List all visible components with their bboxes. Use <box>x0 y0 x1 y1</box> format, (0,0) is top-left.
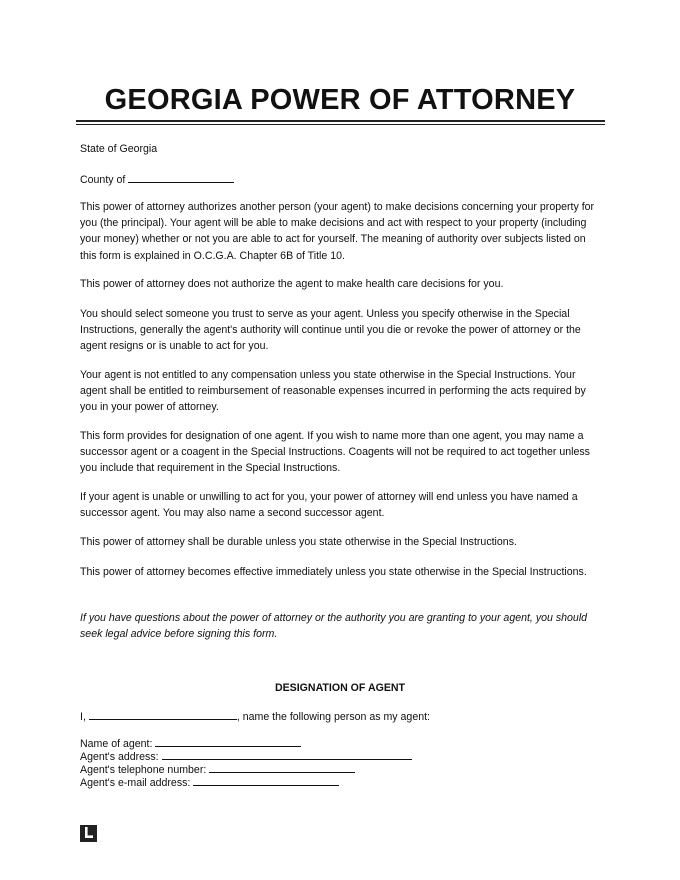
agent-email-field <box>80 775 339 790</box>
document-title: GEORGIA POWER OF ATTORNEY <box>104 84 576 116</box>
state-line: State of Georgia <box>80 143 158 155</box>
paragraph-unable-to-act: If your agent is unable or unwilling to act for you, your power of attorney will end unless you have named a successor agent. You may also name a second successor agent. <box>80 491 578 520</box>
paragraph-effective: This power of attorney becomes effective immediately unless you state otherwise in the Special Instructions. <box>80 566 587 578</box>
paragraph-successor-agent: This form provides for designation of one agent. If you wish to name more than one agent, you may name a successor agent or a coagent in the Special Instructions. Coagents will not be required to act together unless you include that requirement in the Special Instructions. <box>80 430 590 475</box>
agent-telephone-blank[interactable] <box>209 762 355 773</box>
agent-address-blank[interactable] <box>162 749 412 760</box>
designation-intro <box>80 709 430 724</box>
paragraph-health-care: This power of attorney does not authorize the agent to make health care decisions for you. <box>80 278 504 290</box>
agent-telephone-label: Agent's telephone number: <box>80 764 207 776</box>
agent-name-blank[interactable] <box>155 736 301 747</box>
agent-name-label: Name of agent: <box>80 738 153 750</box>
intro-prefix: I, <box>80 711 86 723</box>
paragraph-select-agent: You should select someone you trust to serve as your agent. Unless you specify otherwise in the Special Instructions, generally the agent's authority will continue until you die or revoke the power of attorney or the agent resigns or is unable to act for you. <box>80 308 581 353</box>
paragraph-durable: This power of attorney shall be durable unless you state otherwise in the Special Instructions. <box>80 536 517 548</box>
county-blank[interactable] <box>128 172 234 183</box>
title-divider-thick <box>76 120 605 122</box>
paragraph-legal-advice: If you have questions about the power of attorney or the authority you are granting to your agent, you should seek legal advice before signing this form. <box>80 612 588 641</box>
designation-heading: DESIGNATION OF AGENT <box>274 682 406 694</box>
legal-templates-logo-icon <box>80 825 97 842</box>
intro-suffix: , name the following person as my agent: <box>236 711 430 723</box>
agent-email-blank[interactable] <box>193 775 339 786</box>
county-line <box>80 172 234 187</box>
principal-name-blank[interactable] <box>89 709 237 720</box>
agent-email-label: Agent's e-mail address: <box>80 777 191 789</box>
paragraph-compensation: Your agent is not entitled to any compensation unless you state otherwise in the Special Instructions. Your agent shall be entitled to reimbursement of reasonable expenses incurred in performing the acts required by you in your power of attorney. <box>80 369 586 414</box>
agent-address-label: Agent's address: <box>80 751 159 763</box>
title-divider-thin <box>76 124 605 125</box>
paragraph-authority: This power of attorney authorizes another person (your agent) to make decisions concerning your property for you (the principal). Your agent will be able to make decisions and act with respect to your property (including your money) whether or not you are able to act for yourself. The meaning of authority over subjects listed on this form is explained in O.C.G.A. Chapter 6B of Title 10. <box>80 201 595 262</box>
county-label: County of <box>80 174 126 186</box>
